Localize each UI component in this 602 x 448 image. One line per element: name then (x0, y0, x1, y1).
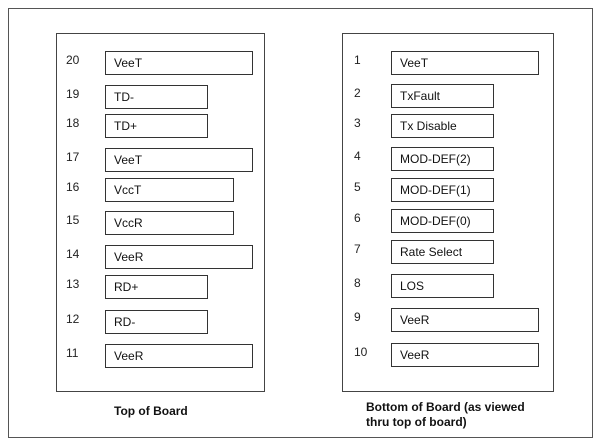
pin-label-box: TD- (105, 85, 208, 109)
pin-row (343, 209, 553, 233)
pin-row (57, 85, 264, 109)
pin-row (57, 148, 264, 172)
pin-label-box: VeeR (391, 308, 539, 332)
pin-row (343, 240, 553, 264)
pin-row (343, 274, 553, 298)
pin-label-box: RD- (105, 310, 208, 334)
pin-row (343, 178, 553, 202)
pin-number: 9 (354, 310, 361, 324)
pin-label-box: MOD-DEF(1) (391, 178, 494, 202)
pin-number: 12 (66, 312, 80, 326)
pin-number: 20 (66, 53, 80, 67)
pin-row (57, 245, 264, 269)
pin-row (57, 275, 264, 299)
pin-row (343, 51, 553, 75)
pin-row (57, 178, 264, 202)
bottom-caption-line-1: Bottom of Board (as viewed (366, 400, 525, 414)
pin-label-box: MOD-DEF(0) (391, 209, 494, 233)
pin-number: 11 (66, 346, 79, 360)
pin-number: 13 (66, 277, 80, 291)
pin-number: 18 (66, 116, 80, 130)
pin-row (57, 211, 264, 235)
pin-label-box: Tx Disable (391, 114, 494, 138)
bottom-caption-line-2: thru top of board) (366, 415, 467, 429)
pin-row (57, 310, 264, 334)
bottom-board-panel (342, 33, 554, 392)
pin-number: 16 (66, 180, 80, 194)
pin-number: 3 (354, 116, 361, 130)
pin-number: 15 (66, 213, 80, 227)
pin-label-box: TxFault (391, 84, 494, 108)
pin-row (57, 51, 264, 75)
pin-number: 5 (354, 180, 361, 194)
pin-row (343, 114, 553, 138)
pin-label-box: LOS (391, 274, 494, 298)
pin-label-box: Rate Select (391, 240, 494, 264)
pin-number: 6 (354, 211, 361, 225)
pin-row (343, 343, 553, 367)
pin-label-box: VccT (105, 178, 234, 202)
pin-row (57, 114, 264, 138)
pin-label-box: VeeR (105, 344, 253, 368)
pin-row (343, 84, 553, 108)
pin-label-box: VeeR (391, 343, 539, 367)
top-board-caption: Top of Board (114, 404, 188, 418)
pin-label-box: VeeT (105, 148, 253, 172)
pin-label-box: VeeT (391, 51, 539, 75)
pin-label-box: VccR (105, 211, 234, 235)
top-board-panel (56, 33, 265, 392)
pin-number: 7 (354, 242, 361, 256)
pin-label-box: MOD-DEF(2) (391, 147, 494, 171)
pin-number: 1 (354, 53, 361, 67)
pin-label-box: TD+ (105, 114, 208, 138)
pin-number: 14 (66, 247, 80, 261)
pin-row (343, 147, 553, 171)
pin-row (57, 344, 264, 368)
pin-number: 8 (354, 276, 361, 290)
pin-number: 4 (354, 149, 361, 163)
pin-number: 10 (354, 345, 368, 359)
pin-number: 17 (66, 150, 80, 164)
pin-row (343, 308, 553, 332)
pin-label-box: VeeR (105, 245, 253, 269)
pin-number: 2 (354, 86, 361, 100)
pin-label-box: RD+ (105, 275, 208, 299)
bottom-board-caption (366, 400, 566, 430)
pin-label-box: VeeT (105, 51, 253, 75)
pin-number: 19 (66, 87, 80, 101)
